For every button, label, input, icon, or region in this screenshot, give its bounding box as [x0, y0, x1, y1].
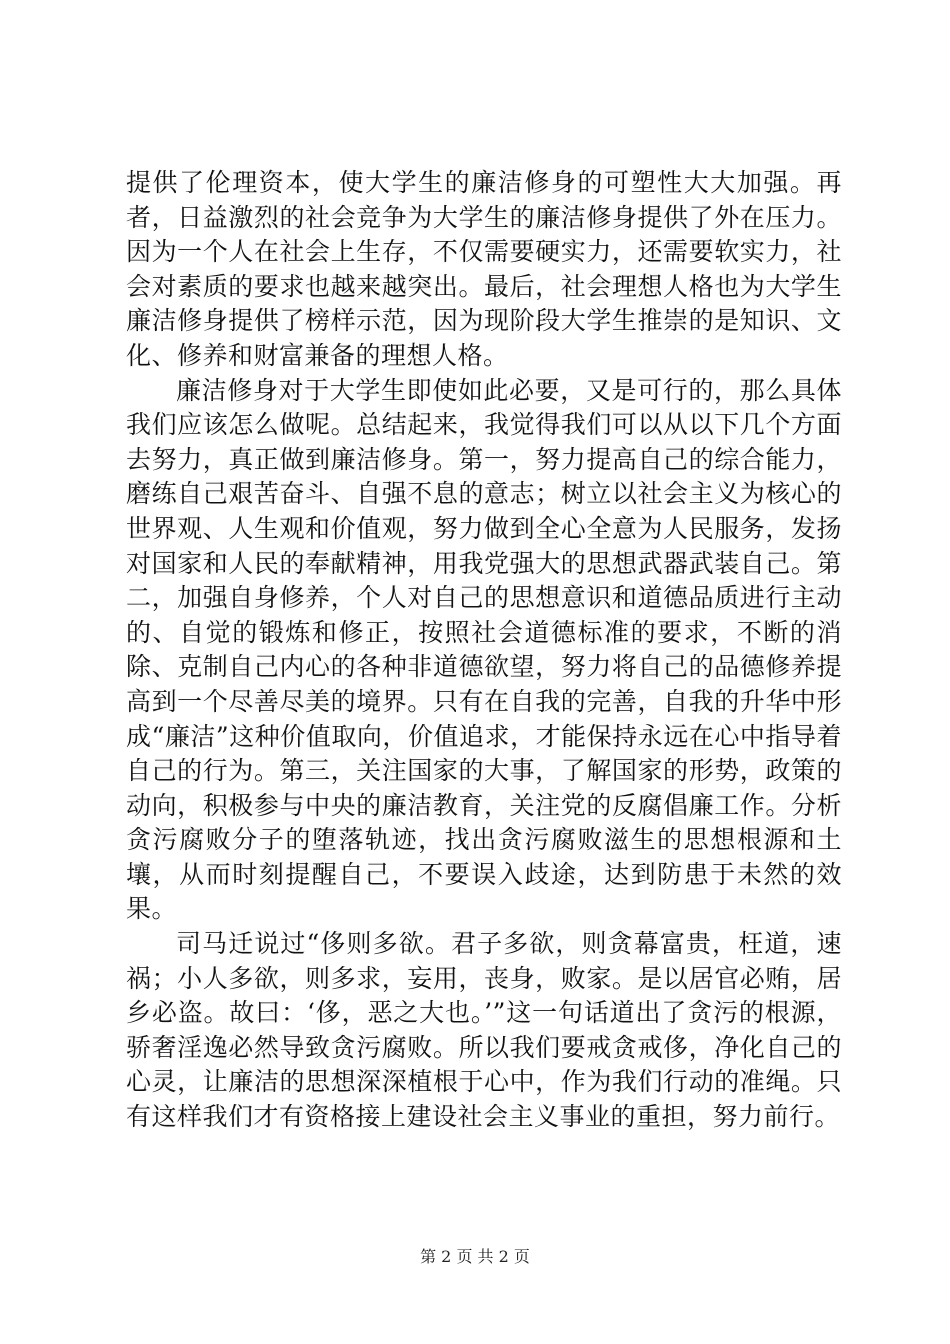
paragraph-continued: 提供了伦理资本，使大学生的廉洁修身的可塑性大大加强。再者，日益激烈的社会竞争为大学生的廉洁修身提供了外在压力。因为一个人在社会上生存，不仅需要硬实力，还需要软实力，社会对素质的要求也越来越突出。最后，社会理想人格也为大学生廉洁修身提供了榜样示范，因为现阶段大学生推崇的是知识、文化、修养和财富兼备的理想人格。	[126, 168, 842, 370]
paragraph-sima-qian-quote: 司马迁说过“侈则多欲。君子多欲，则贪幕富贵，枉道，速祸；小人多欲，则多求，妄用，丧身，败家。是以居官必贿，居乡必盗。故曰：‘侈，恶之大也。’”这一句话道出了贪污的根源，骄奢淫逸必然导致贪污腐败。所以我们要戒贪戒侈，净化自己的心灵，让廉洁的思想深深植根于心中，作为我们行动的准绳。只有这样我们才有资格接上建设社会主义事业的重担，努力前行。	[126, 929, 842, 1132]
document-body	[126, 166, 842, 1135]
paragraph-how-to-practice: 廉洁修身对于大学生即使如此必要，又是可行的，那么具体我们应该怎么做呢。总结起来，我觉得我们可以从以下几个方面去努力，真正做到廉洁修身。第一，努力提高自己的综合能力，磨练自己艰苦奋斗、自强不息的意志；树立以社会主义为核心的世界观、人生观和价值观，努力做到全心全意为人民服务，发扬对国家和人民的奉献精神，用我党强大的思想武器武装自己。第二，加强自身修养，个人对自己的思想意识和道德品质进行主动的、自觉的锻炼和修正，按照社会道德标准的要求，不断的消除、克制自己内心的各种非道德欲望，努力将自己的品德修养提高到一个尽善尽美的境界。只有在自我的完善，自我的升华中形成“廉洁”这种价值取向，价值追求，才能保持永远在心中指导着自己的行为。第三，关注国家的大事，了解国家的形势，政策的动向，积极参与中央的廉洁教育，关注党的反腐倡廉工作。分析贪污腐败分子的堕落轨迹，找出贪污腐败滋生的思想根源和土壤，从而时刻提醒自己，不要误入歧途，达到防患于未然的效果。	[126, 375, 842, 924]
page-number-footer: 第 2 页 共 2 页	[420, 1247, 530, 1266]
